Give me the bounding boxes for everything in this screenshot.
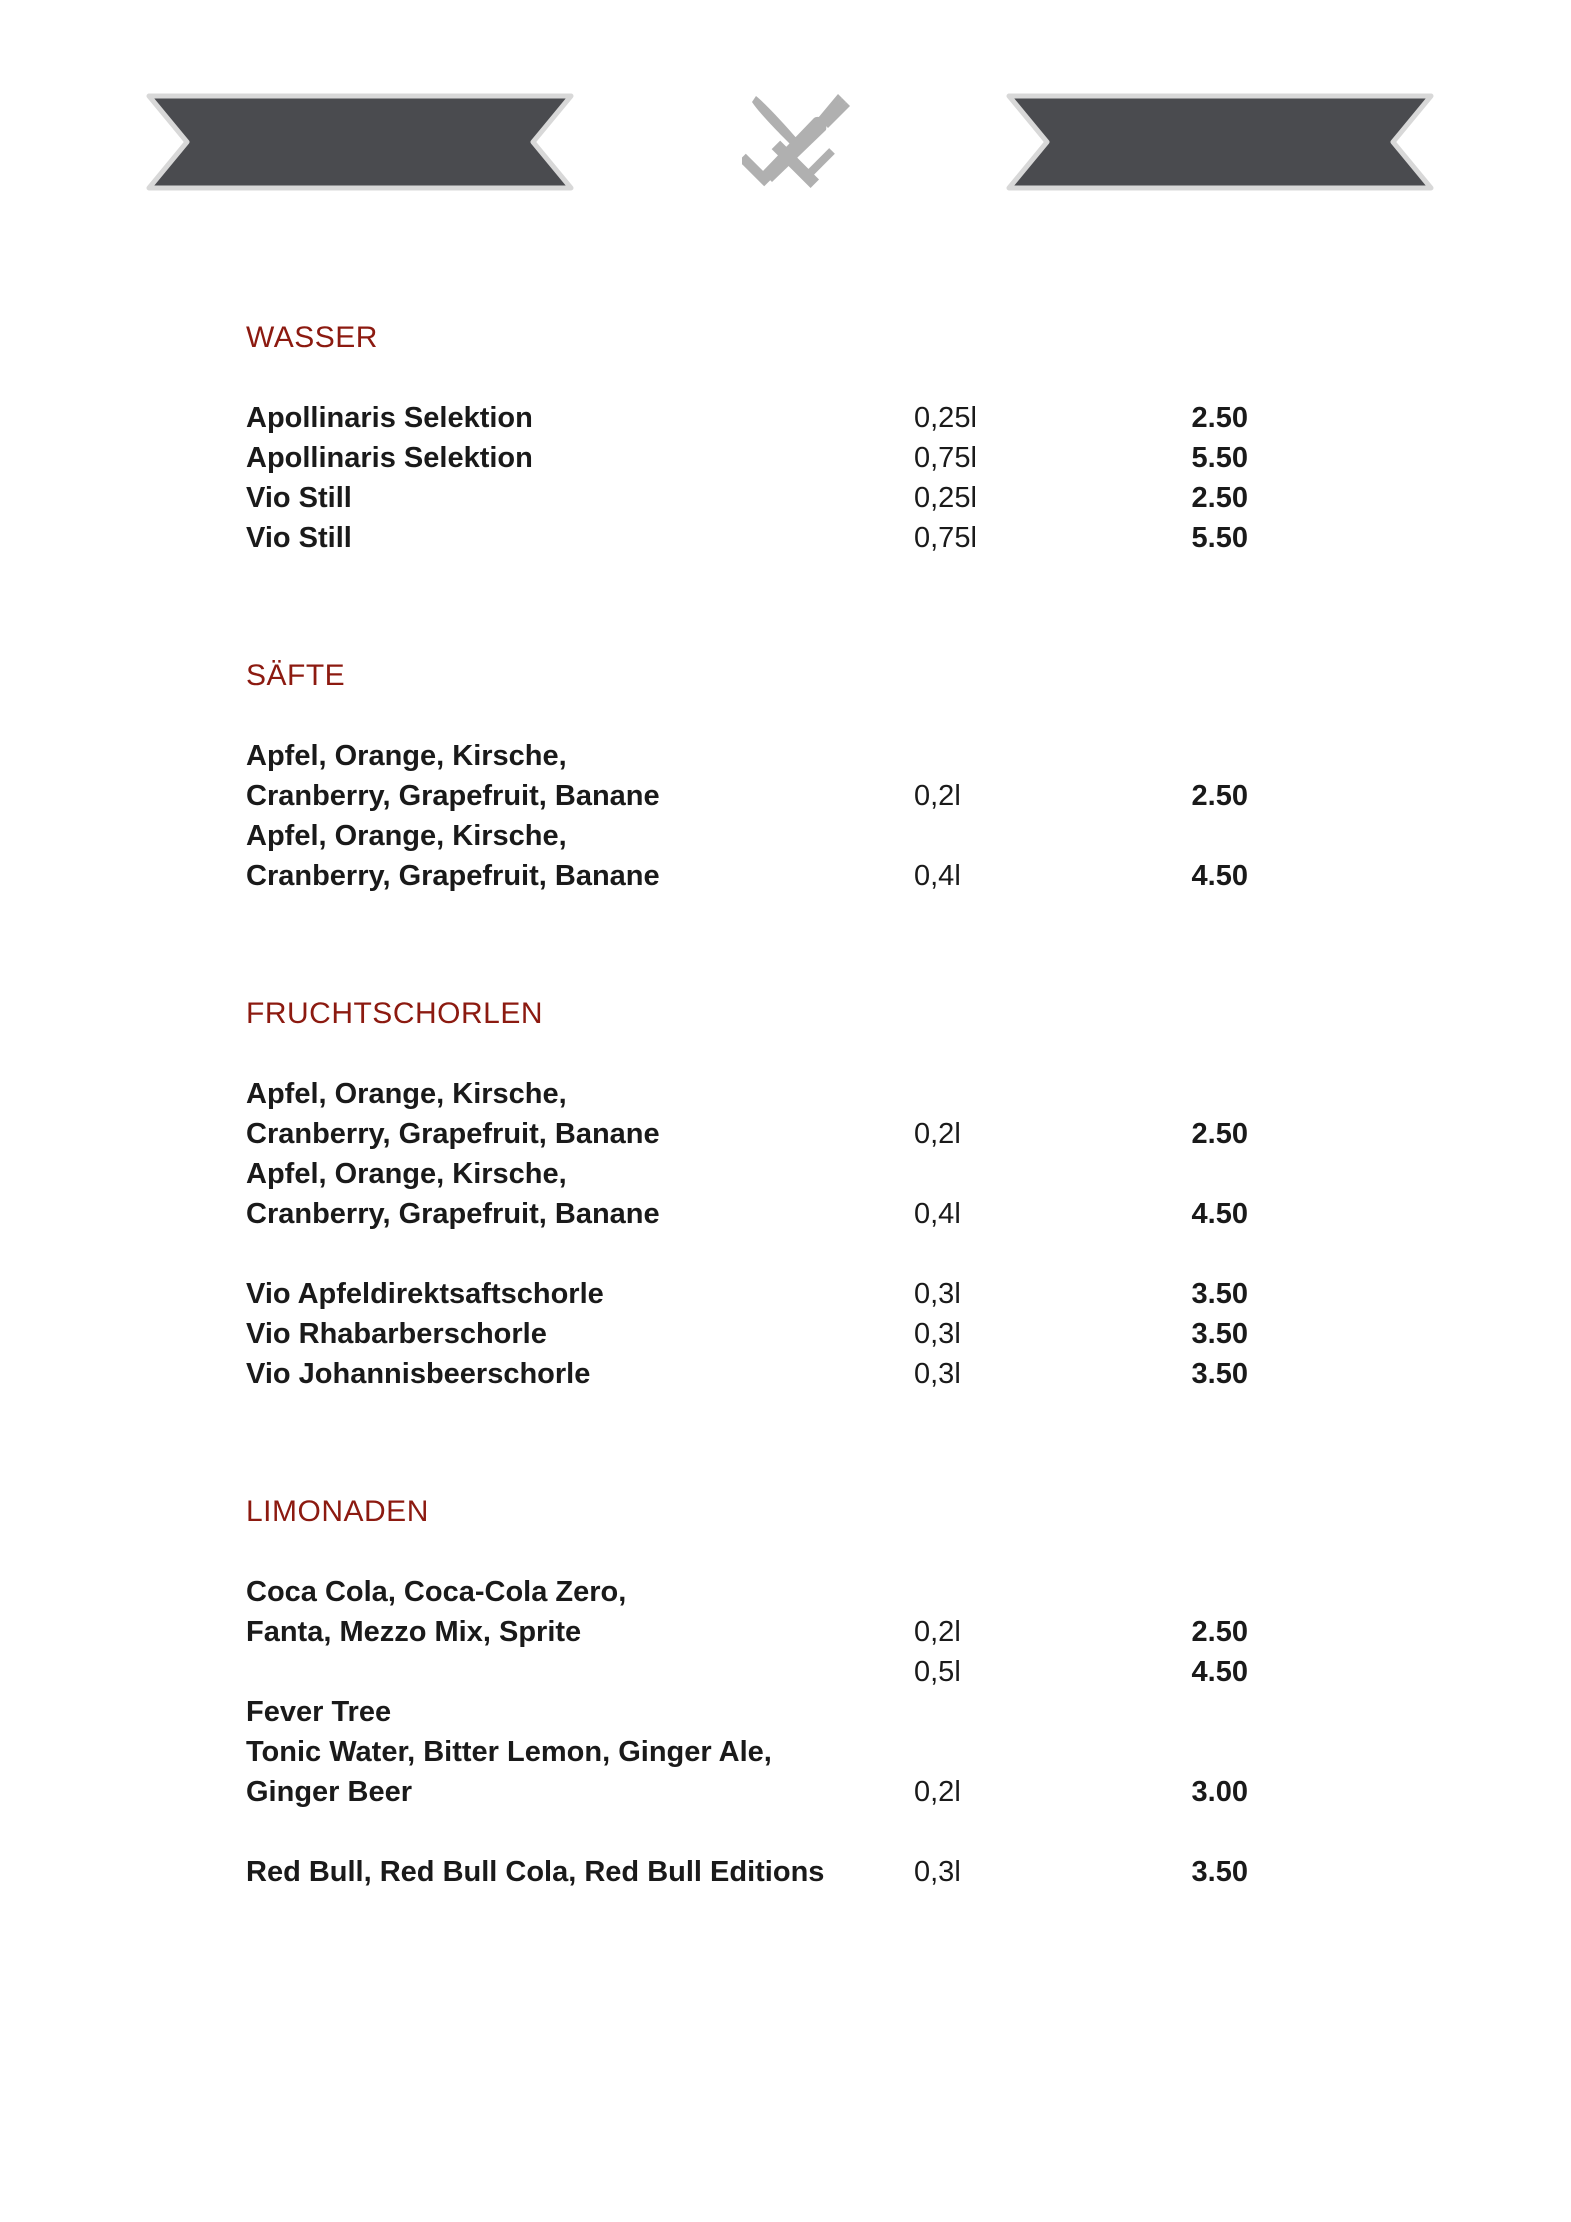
item-price: 2.50 [1191,1616,1248,1648]
item-price: 2.50 [1191,402,1248,434]
section-title: FRUCHTSCHORLEN [246,997,544,1030]
item-name-line: Apfel, Orange, Kirsche, [246,1158,567,1190]
menu-item-row [246,518,1326,558]
item-volume: 0,2l [914,1118,961,1150]
section-title: LIMONADEN [246,1495,429,1528]
item-price: 2.50 [1191,1118,1248,1150]
item-name-line: Tonic Water, Bitter Lemon, Ginger Ale, [246,1736,772,1768]
menu-item-row [246,1354,1326,1394]
item-group [246,1074,1326,1234]
item-volume: 0,75l [914,522,977,554]
item-volume: 0,2l [914,1776,961,1808]
item-name-line: Apfel, Orange, Kirsche, [246,1078,567,1110]
item-name [246,1354,914,1394]
item-name-line: Vio Johannisbeerschorle [246,1358,591,1390]
item-name-line: Apfel, Orange, Kirsche, [246,740,567,772]
menu-item-row [246,816,1326,896]
menu-item-row [246,736,1326,816]
group-spacer [246,1234,1326,1274]
item-volume: 0,25l [914,482,977,514]
menu-section [246,1492,1326,1892]
item-price: 3.50 [1191,1856,1248,1888]
item-volume: 0,4l [914,1198,961,1230]
item-name-line: Apollinaris Selektion [246,442,533,474]
menu-item-row [246,1652,1326,1692]
menu-item-row [246,478,1326,518]
menu-section [246,318,1326,558]
section-title: WASSER [246,321,378,354]
item-volume: 0,75l [914,442,977,474]
group-spacer [246,1812,1326,1852]
item-price: 3.50 [1191,1358,1248,1390]
item-name [246,1274,914,1314]
item-price: 2.50 [1191,780,1248,812]
item-name-line: Red Bull, Red Bull Cola, Red Bull Editions [246,1856,825,1888]
item-group [246,736,1326,896]
item-name [246,438,914,478]
item-group [246,1852,1326,1892]
item-name-line: Vio Still [246,482,352,514]
item-price: 5.50 [1191,442,1248,474]
item-name [246,736,914,816]
item-name-line: Cranberry, Grapefruit, Banane [246,1118,660,1150]
item-name-line: Cranberry, Grapefruit, Banane [246,780,660,812]
item-price: 3.50 [1191,1318,1248,1350]
item-volume: 0,25l [914,402,977,434]
item-name [246,1852,914,1892]
section-spacer [246,1394,1326,1492]
item-name [246,518,914,558]
menu-section [246,656,1326,896]
menu-item-row [246,1154,1326,1234]
item-price: 2.50 [1191,482,1248,514]
menu-item-row [246,1572,1326,1652]
item-name-line [246,1652,914,1692]
item-price: 5.50 [1191,522,1248,554]
item-name-line: Apfel, Orange, Kirsche, [246,820,567,852]
item-name-line: Coca Cola, Coca-Cola Zero, [246,1576,627,1608]
item-price: 4.50 [1191,1656,1248,1688]
menu-item-row [246,438,1326,478]
item-price: 3.50 [1191,1278,1248,1310]
item-name-line: Cranberry, Grapefruit, Banane [246,860,660,892]
item-group [246,1572,1326,1812]
menu-section [246,994,1326,1394]
item-name [246,1652,914,1692]
item-volume: 0,5l [914,1656,961,1688]
fork-and-knife-icon [742,92,852,192]
item-volume: 0,3l [914,1318,961,1350]
ribbon-banner-right [1005,92,1435,192]
menu-item-row [246,1692,1326,1812]
ribbon-banner-left [145,92,575,192]
item-volume: 0,4l [914,860,961,892]
item-group [246,1274,1326,1394]
item-price: 3.00 [1191,1776,1248,1808]
item-volume: 0,3l [914,1358,961,1390]
item-name-line: Cranberry, Grapefruit, Banane [246,1198,660,1230]
item-name-line: Ginger Beer [246,1776,412,1808]
item-name [246,478,914,518]
menu-item-row [246,1274,1326,1314]
item-volume: 0,2l [914,780,961,812]
drinks-menu [246,318,1326,1892]
section-spacer [246,558,1326,656]
menu-item-row [246,1852,1326,1892]
item-price: 4.50 [1191,860,1248,892]
menu-item-row [246,398,1326,438]
item-name [246,398,914,438]
item-group [246,398,1326,558]
item-name [246,1154,914,1234]
item-volume: 0,3l [914,1856,961,1888]
item-price: 4.50 [1191,1198,1248,1230]
item-volume: 0,2l [914,1616,961,1648]
item-name-line: Vio Apfeldirektsaftschorle [246,1278,604,1310]
item-name [246,1692,914,1812]
item-name-line: Apollinaris Selektion [246,402,533,434]
item-name [246,816,914,896]
menu-item-row [246,1314,1326,1354]
menu-header [0,92,1571,202]
item-name-line: Fanta, Mezzo Mix, Sprite [246,1616,582,1648]
section-spacer [246,896,1326,994]
menu-item-row [246,1074,1326,1154]
item-name-line: Vio Still [246,522,352,554]
item-name [246,1314,914,1354]
item-name-line: Fever Tree [246,1696,392,1728]
item-volume: 0,3l [914,1278,961,1310]
section-title: SÄFTE [246,659,346,692]
item-name [246,1074,914,1154]
item-name-line: Vio Rhabarberschorle [246,1318,547,1350]
item-name [246,1572,914,1652]
